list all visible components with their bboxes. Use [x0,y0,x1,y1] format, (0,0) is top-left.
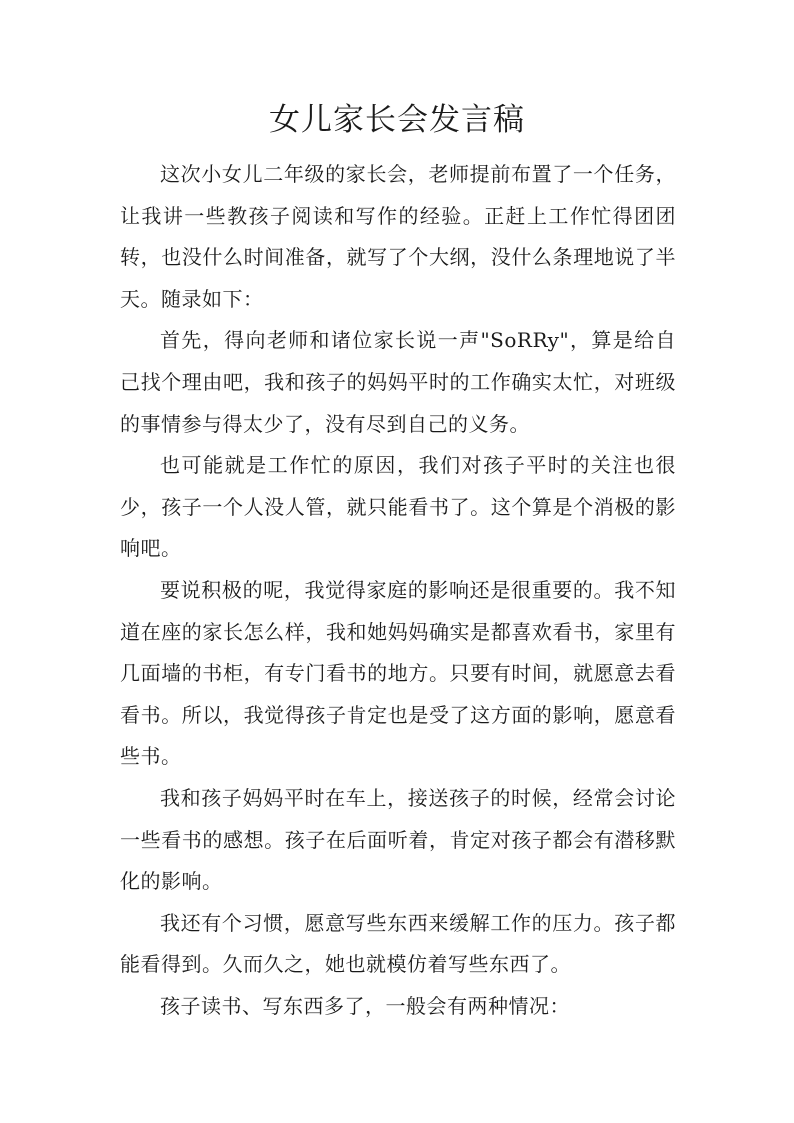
paragraph: 我还有个习惯，愿意写些东西来缓解工作的压力。孩子都能看得到。久而久之，她也就模仿着写些东西了。 [120,910,676,977]
paragraph: 首先，得向老师和诸位家长说一声"SoRRy"，算是给自己找个理由吧，我和孩子的妈妈平时的工作确实太忙，对班级的事情参与得太少了，没有尽到自己的义务。 [120,328,676,436]
paragraph: 要说积极的呢，我觉得家庭的影响还是很重要的。我不知道在座的家长怎么样，我和她妈妈确实是都喜欢看书，家里有几面墙的书柜，有专门看书的地方。只要有时间，就愿意去看看书。所以，我觉得孩子肯定也是受了这方面的影响，愿意看些书。 [120,577,676,769]
paragraph: 孩子读书、写东西多了，一般会有两种情况： [160,993,570,1018]
paragraph: 我和孩子妈妈平时在车上，接送孩子的时候，经常会讨论一些看书的感想。孩子在后面听着，肯定对孩子都会有潜移默化的影响。 [120,785,676,894]
paragraph: 这次小女儿二年级的家长会，老师提前布置了一个任务，让我讲一些教孩子阅读和写作的经验。正赶上工作忙得团团转，也没什么时间准备，就写了个大纲，没什么条理地说了半天。随录如下： [120,162,676,311]
document-body [120,154,676,1027]
document-title: 女儿家长会发言稿 [269,102,525,138]
paragraph: 也可能就是工作忙的原因，我们对孩子平时的关注也很少，孩子一个人没人管，就只能看书了。这个算是个消极的影响吧。 [120,453,676,561]
